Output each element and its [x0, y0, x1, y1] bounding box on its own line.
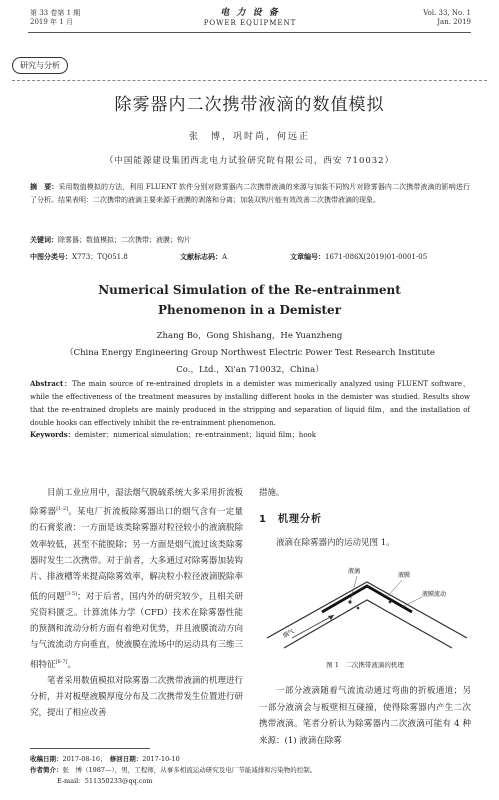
section-heading: 1 机理分析 [259, 514, 322, 525]
flue-gas-arrow [292, 615, 334, 638]
footnote-dates [30, 754, 470, 765]
volume-cn: 第 33 卷第 1 期 [30, 9, 81, 17]
body-text: 。某电厂折流板除雾器出口的烟气含有一定量的石膏浆液：一方面是该类除雾器对粒径较小的液滴脱除效率较低，甚至不能脱除；另一方面是烟气流过该类除雾器时发生二次携带。对于前者，大多通过对除雾器加装钩片、排液槽等来提高除雾效率，解决粒小粒径液滴脱除率低的问题 [30, 507, 243, 602]
header-rule [28, 32, 471, 33]
keywords-en [30, 428, 470, 442]
keywords-cn [30, 233, 470, 247]
body-left-column [30, 485, 243, 722]
doc-code-label: 文献标志码： [180, 252, 222, 261]
body-paragraph [30, 485, 243, 673]
citation: [3-5] [65, 590, 77, 597]
authors-en: Zhang Bo，Gong Shishang，He Yuanzheng [156, 331, 343, 341]
footnote-author [30, 765, 470, 776]
abstract-en-text: The main source of re-entrained droplets in a demister was numerically analyzed using FLUENT software，while the effectiveness of the treatment measures by installing different hooks in the demister was studied. Results show that the re-entrained droplets are mainly produced in the stripping and separation of liquid film，and the installation of double hooks can effectively inhibit the re-entrainment phenomenon. [30, 380, 470, 427]
affiliation-cn: （中国能源建设集团西北电力试验研究院有限公司，西安 710032） [104, 156, 395, 166]
clc-label: 中图分类号： [30, 252, 72, 261]
leader-droplet [350, 576, 357, 602]
keywords-cn-text: 除雾器；数值模拟；二次携带；液膜；钩片 [58, 236, 191, 244]
body-right-column [259, 683, 471, 749]
article-no-value: 1671-086X(2019)01-0001-05 [325, 253, 428, 261]
body-right-continuation: 措施。 [259, 488, 285, 498]
clc-value: X773；TQ051.8 [72, 253, 128, 261]
abstract-cn-text: 采用数值模拟的方法，利用 FLUENT 软件分别对除雾器内二次携带液滴的来源与加装不同钩片对除雾器内二次携带液滴的影响进行了分析。结果表明：二次携带的液滴主要来源于液膜的剥落和分离；加装双钩片能有效改善二次携带液滴的现象。 [30, 183, 471, 204]
body-text: ；对于后者，国内外的研究较少，且相关研究资料匮乏。计算流体力学（CFD）技术在除雾器性能的预测和流动分析方面有着绝对优势，并且液膜流动方向与气流流动方向垂直，使液膜在流场中的运动具有三维三相特征 [30, 591, 243, 670]
droplet [389, 601, 392, 604]
received-date: 2017-08-16； [62, 755, 104, 763]
label-film-flow: 液膜流动 [422, 591, 447, 598]
date-en: Jan. 2019 [437, 18, 471, 26]
article-no-label: 文章编号： [290, 252, 325, 261]
journal-masthead [170, 8, 330, 28]
revised-label: 修回日期： [109, 755, 143, 763]
footnote [30, 754, 470, 787]
citation: [1-2] [56, 506, 69, 513]
abstract-cn [30, 180, 470, 207]
label-flue-gas: 烟气 [281, 627, 296, 640]
body-paragraph: 笔者采用数值模拟对除雾器二次携带液滴的机理进行分析，并对板壁液膜厚度分布及二次携带发生位置进行研究，提出了相应改善 [30, 675, 243, 719]
abstract-en-label: Abstract： [30, 379, 73, 388]
keywords-cn-label: 关键词： [30, 235, 58, 244]
label-film: 液膜 [398, 572, 411, 579]
droplet [357, 607, 360, 610]
affiliation-en [60, 345, 440, 379]
volume-en: Vol. 33, No. 1 [423, 9, 471, 17]
keywords-en-text: demister；numerical simulation；re-entrainment；liquid film；hook [74, 431, 316, 439]
journal-name-en: POWER EQUIPMENT [203, 19, 297, 27]
plate-inner [284, 600, 452, 648]
journal-name-cn: 电 力 设 备 [220, 8, 280, 18]
doc-code-value: A [222, 253, 228, 261]
affiliation-en-line1: （China Energy Engineering Group Northwest Electric Power Test Research Institute [65, 348, 435, 358]
paper-title-en-line1: Numerical Simulation of the Re-entrainment [98, 283, 401, 297]
body-text: 目前工业应用中，湿法烟气脱硫系统大多采用折流板除雾器 [30, 488, 243, 518]
date-cn: 2019 年 1 月 [30, 18, 73, 26]
header-volume-cn [30, 9, 80, 27]
paper-title-cn: 除雾器内二次携带液滴的数值模拟 [114, 95, 385, 115]
footnote-email: E-mail：511350233@qq.com [57, 777, 153, 785]
author-bio: 张 博（1987—），男，工程师，从事多相流运动研究及电厂节能减排和污染物的控制。 [62, 766, 317, 774]
badge-divider [12, 80, 487, 81]
body-text: 。 [67, 659, 76, 670]
citation: [6-7] [55, 658, 68, 665]
figure-caption: 图 1 二次携带液滴的机理 [326, 661, 404, 669]
section-intro: 液滴在除雾器内的运动见图 1。 [276, 538, 395, 548]
header-volume-en [423, 9, 471, 27]
classification-line [30, 251, 470, 263]
abstract-en [30, 377, 470, 430]
paper-title-en [0, 280, 499, 320]
authors-cn: 张 博，巩时尚，何远正 [188, 132, 310, 142]
label-droplet: 液滴 [348, 568, 361, 575]
paper-title-en-line2: Phenomenon in a Demister [157, 303, 342, 317]
keywords-en-label: Keywords： [30, 430, 75, 439]
leader-film-flow [402, 597, 422, 607]
section-badge: 研究与分析 [12, 57, 68, 74]
figure-1-diagram [262, 560, 472, 655]
author-bio-label: 作者简介： [30, 766, 63, 774]
footnote-rule [30, 748, 150, 749]
body-paragraph: 一部分液滴随着气流流动通过弯曲的折板通道；另一部分液滴会与板壁相互碰撞，使得除雾器内产生二次携带液滴。笔者分析认为除雾器内二次液滴可能有 4 种来源：(1) 液滴在除雾 [259, 686, 471, 746]
abstract-cn-label: 摘 要： [30, 182, 59, 191]
received-label: 收稿日期： [30, 755, 63, 763]
revised-date: 2017-10-10 [142, 755, 180, 763]
leader-film [387, 580, 402, 597]
affiliation-en-line2: Co.，Ltd.，Xi'an 710032，China） [176, 365, 324, 375]
